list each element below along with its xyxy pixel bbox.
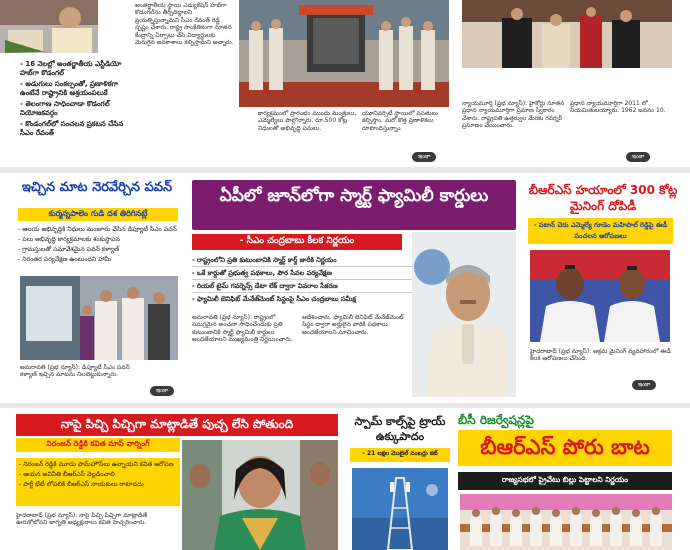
bc-subtitle: రాజ్యసభలో ప్రైవేటు బిల్లు పెట్టాలని నిర్ణయం [501,475,629,484]
kavitha-bullet: - ఆయన అవినీతి బీఆర్ఎస్ వెల్లడించాలి [19,470,115,478]
top-bullet: - కొండంగల్‌లో సంచలన ప్రకటన చేసిన సీఎం రేవంత్ [20,120,124,137]
top-text-col6 [570,100,670,145]
top-text-col6-para: ప్రధాన న్యాయమూర్తిగా 2011 లో నియమితులయ్యారు. 1962 జననం 10. [570,100,666,115]
top-text-col5-para: న్యాయమూర్తి (ప్రభ న్యూస్): హైకోర్టు నూతన ప్రధాన న్యాయమూర్తిగా ప్రమాణ స్వీకారం చేశారు. రాష్ట్రపతి ఉత్తర్వుల మేరకు గవర్నర్ ప్రమాణం చేయించారు. [462,100,565,130]
top-photo-2 [239,0,449,107]
smart-card-bullet: - ఫ్యామిలీ బెనిఫిట్ మేనేజ్‌మెంట్ సిస్టంపై సీఎం చంద్రబాబు సమీక్ష [192,295,356,303]
bc-headline-main: బీఆర్ఎస్ పోరు బాట [480,435,650,459]
top-text-col4-para: యూనివర్సిటీ స్థాయిలో వసతులు కల్పిస్తాం. మరో కొత్త ప్రణాళికలు రూపొందిస్తున్నాం. [362,110,438,132]
mining-subtitle: - పటాన్ చెరు ఎమ్మెల్యే గూడెం మహిపాల్ రెడ్డిపై ఈడీ సంచలన ఆరోపణలు [533,221,668,240]
top-photo-3 [462,0,672,68]
top-bullets [20,60,125,140]
pawan-caption-text: అమరావతి (ప్రభ న్యూస్): డిప్యూటీ సీఎం పవన్ కళ్యాణ్ ఇచ్చిన మాటను నిలబెట్టుకున్నారు. [20,364,130,379]
more-link[interactable]: ఇంకా [632,380,656,390]
pawan-bullets [18,226,180,266]
more-link[interactable]: ఇంకా [626,152,650,162]
smart-card-body-1 [192,314,298,374]
top-text-col4 [362,110,454,150]
top-bullet: - అడుగులు సంకల్పంతో, ప్రణాళికగా ఉంటేనే రాష్ట్రానికి ఆశ్రయంపలుకే [20,80,118,97]
mining-photo [530,250,670,342]
kavitha-bullet: - పార్టీ భేటీ లోపలికి బీఆర్ఎస్ నాయకులు రాకూడదు [19,480,144,488]
pawan-bullet: - నిరంతర పర్యవేక్షణ ఉంటుందని హామీ [18,256,112,263]
kavitha-subtitle: నిరంజన్ రెడ్డికి కవిత మాస్ వార్నింగ్ [46,439,150,448]
kavitha-body [16,512,180,550]
smart-card-headline: ఏపీలో జూన్‌లోగా స్మార్ట్ ఫ్యామిలీ కార్డులు [219,186,489,206]
kavitha-bullets [19,461,179,490]
brs-meeting-photo [460,494,672,550]
more-link[interactable]: ఇంకా [412,152,436,162]
chandrababu-photo [412,232,516,397]
pawan-headline: ఇచ్చిన మాట నెరవేర్చిన పవన్ [21,180,173,195]
smart-card-body-2-text: ఆదేశించారు. ఫ్యామిలీ బెనిఫిట్ మేనేజ్‌మెంట్ సిస్టం ద్వారా అర్హులైన వారికి పథకాలు అందజేయాలని సూచించారు. [302,314,404,336]
more-link[interactable]: ఇంకా [150,386,174,396]
kavitha-headline: నాపై పిచ్చి పిచ్చిగా మాట్లాడితే పుచ్చ లేసి పోతుంది [60,417,294,431]
trai-headline: స్పామ్ కాల్స్‌పై ట్రాయ్ ఉక్కుపాదం [354,415,446,443]
top-photo-1 [0,0,98,53]
smart-card-body-1-text: అమరావతి (ప్రభ న్యూస్): రాష్ట్రంలో సమగ్రమైన అంచనా సాధించేందుకు ప్రతి కుటుంబానికి స్మార్ట్ ఫ్యామిలీ కార్డులు అందజేయాలని ముఖ్యమంత్రి నిర్ణయించారు. [192,314,293,344]
top-text-col2 [135,2,235,160]
mining-caption [530,348,672,380]
smart-card-bullet: - ఒకే కార్డుతో ప్రభుత్వ పథకాలు, పౌర సేవల పర్యవేక్షణ [192,269,412,280]
pawan-bullet: - గ్రామస్తులతో సమావేశమైన పవన్ కళ్యాణ్ [18,246,120,253]
bc-headline-top: బీసీ రిజర్వేషన్లపై [458,413,534,427]
section-divider [0,403,690,408]
top-text-col2-para: అంతర్జాతీయ స్థాయి ఎడ్యుకేషన్ హబ్‌గా కొడంగల్‌ను తీర్చిదిద్దాలని ప్రయత్నిస్తున్నామని సీఎం రేవంత్ రెడ్డి స్పష్టం చేశారు. రాష్ట్ర సాంకేతికంగా నూతన కేంద్రాన్ని ఏర్పాటు చేసి విద్యార్థులకు మెరుగైన అవకాశాలు కల్పిస్తామని అన్నారు. [135,2,234,47]
pawan-bullet: - ఆలయ అభివృద్ధికి నిధులు మంజూరు చేసిన డిప్యూటీ సీఎం పవన్ [18,226,177,233]
pawan-bullet: - పలు అభివృద్ధి కార్యక్రమాలకు శంకుస్థాపన [18,236,120,243]
tower-photo [352,468,448,550]
pawan-caption [20,364,145,394]
pawan-subtitle: కుర్మన్నపాలెం గుడి దశ తిరిగినట్లే [48,209,148,218]
kavitha-photo [182,440,338,550]
kavitha-bullet: - నిరంజన్ రెడ్డికి మూడు ఫామ్‌హౌస్‌లు ఉన్నాయని కవిత ఆరోపణ [19,461,174,468]
pawan-photo [20,276,178,360]
smart-card-body-2 [302,314,408,374]
smart-card-bullet: - రియల్ టైమ్ గవర్నెన్స్ డేటా లేక్ ద్వారా వివరాల సేకరణ [192,282,412,293]
top-text-col3 [258,110,358,160]
top-text-col3-para: కార్యక్రమంలో ప్రారంభం ముందు మంత్రులు, ఎమ్మెల్యేలు పాల్గొన్నారు. రూ.500 కోట్ల నిధులతో అభివృద్ధి పనులు. [258,110,357,132]
mining-headline: బీఆర్ఎస్ హయాంలో 300 కోట్ల మైనింగ్ దోపిడీ [528,183,678,213]
kavitha-body-text: హైదరాబాద్ (ప్రభ న్యూస్): నాపై పిచ్చి పిచ్చిగా మాట్లాడితే ఊరుకోబోనని జాగృతి అధ్యక్షురాలు కవిత హెచ్చరించారు. [16,512,148,527]
trai-subtitle: - 21 లక్షల మొబైల్ నంబర్లు కట్ [362,450,438,457]
section-divider [0,167,690,173]
smart-card-bullets [192,256,412,305]
top-bullet: - తెలంగాణ సాధించాడా కొడంగల్ నియోజకవర్గం [20,100,110,117]
smart-card-subhead: - సీఎం చంద్రబాబు కీలక నిర్ణయం [239,236,355,246]
top-text-col5 [462,100,566,158]
smart-card-bullet: - రాష్ట్రంలోని ప్రతి కుటుంబానికి స్మార్ట్ కార్డ్ జారీకి నిర్ణయం [192,256,412,267]
top-bullet: - 16 నెలల్లో అంతర్జాతీయ ఎస్టీడియో హబ్‌గా కొడంగల్ [20,60,122,77]
mining-caption-text: హైదరాబాద్ (ప్రభ న్యూస్): అక్రమ మైనింగ్ వ్యవహారంలో ఈడీ కీలక ఆరోపణలు చేసింది. [530,348,671,363]
